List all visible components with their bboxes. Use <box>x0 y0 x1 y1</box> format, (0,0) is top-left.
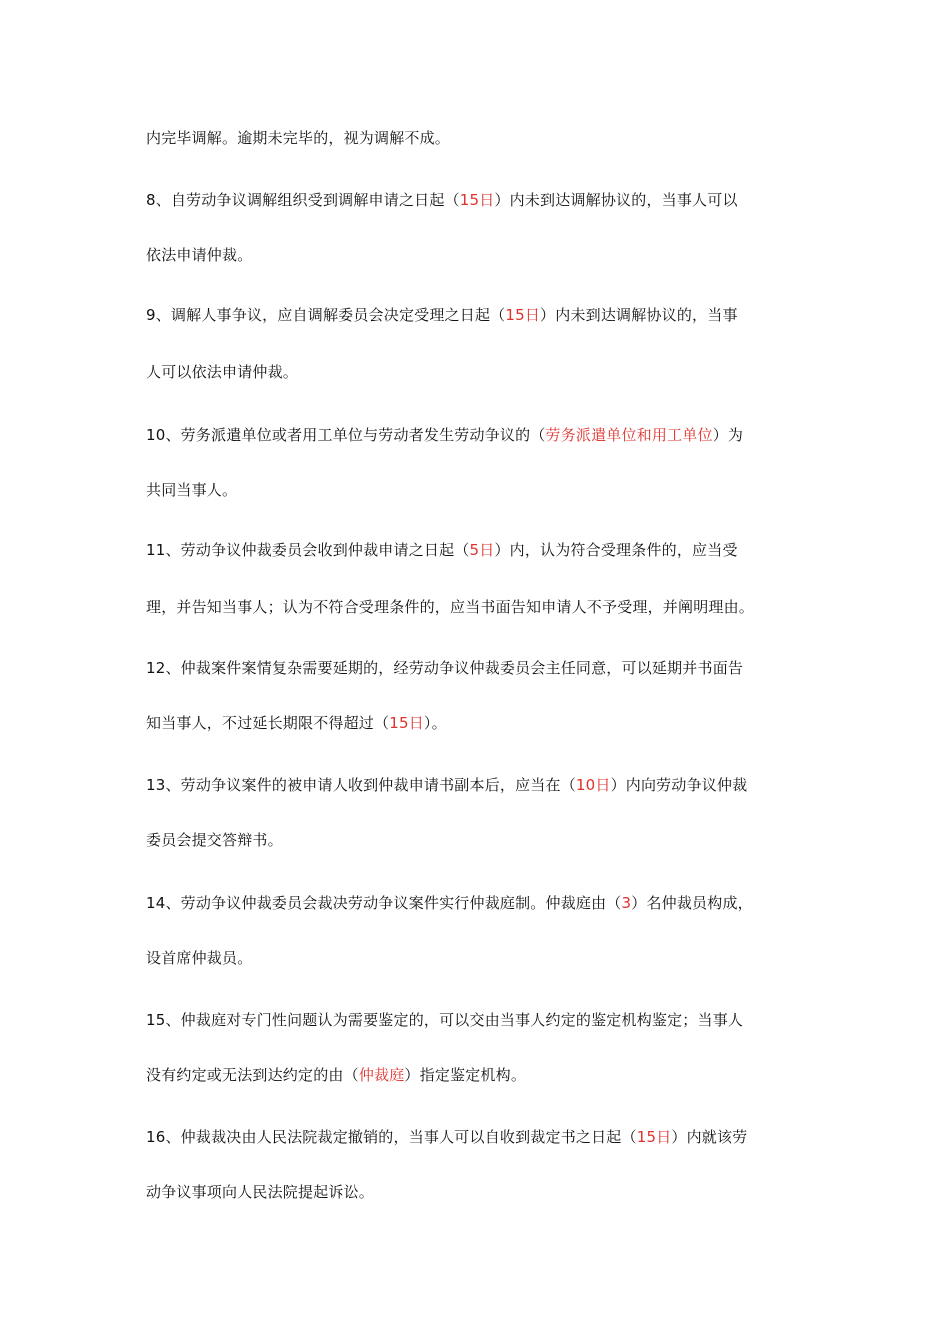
highlighted-answer: 15日 <box>389 714 424 732</box>
text-run: ）内未到达调解协议的，当事人可以 <box>494 191 738 209</box>
text-run: ）名仲裁员构成， <box>631 894 753 912</box>
highlighted-answer: 3 <box>621 894 632 912</box>
text-line <box>146 540 738 560</box>
highlighted-answer: 15日 <box>459 191 495 209</box>
text-run: 8、自劳动争议调解组织受到调解申请之日起（ <box>146 191 460 209</box>
text-run: 内完毕调解。逾期未完毕的，视为调解不成。 <box>146 129 451 147</box>
text-run: ）内就该劳 <box>671 1128 748 1146</box>
text-line <box>146 830 283 850</box>
text-run: 人可以依法申请仲裁。 <box>146 363 299 381</box>
highlighted-answer: 15日 <box>636 1128 672 1146</box>
text-line <box>146 245 252 265</box>
text-run: 知当事人，不过延长期限不得超过（ <box>146 714 390 732</box>
text-run: ）。 <box>423 714 447 732</box>
text-run: ）内向劳动争议仲裁 <box>610 776 748 794</box>
highlighted-answer: 15日 <box>505 306 541 324</box>
text-line <box>146 425 743 445</box>
text-run: 委员会提交答辩书。 <box>146 831 283 849</box>
text-run: 15、仲裁庭对专门性问题认为需要鉴定的，可以交由当事人约定的鉴定机构鉴定；当事人 <box>146 1011 744 1029</box>
highlighted-answer: 仲裁庭 <box>358 1066 405 1084</box>
text-line <box>146 713 447 733</box>
highlighted-answer: 劳务派遣单位和用工单位 <box>545 426 713 444</box>
text-run: ）内未到达调解协议的，当事 <box>540 306 738 324</box>
text-line <box>146 1065 526 1085</box>
text-run: 设首席仲裁员。 <box>146 949 253 967</box>
highlighted-answer: 10日 <box>575 776 611 794</box>
text-run: ）为 <box>712 426 744 444</box>
text-line <box>146 1010 743 1030</box>
text-line <box>146 190 738 210</box>
text-line <box>146 893 753 913</box>
text-run: 9、调解人事争议，应自调解委员会决定受理之日起（ <box>146 306 506 324</box>
text-run: 10、劳务派遣单位或者用工单位与劳动者发生劳动争议的（ <box>146 426 546 444</box>
text-line <box>146 597 754 617</box>
text-line <box>146 305 738 325</box>
text-run: 13、劳动争议案件的被申请人收到仲裁申请书副本后，应当在（ <box>146 776 576 794</box>
text-line <box>146 480 237 500</box>
text-run: 理，并告知当事人；认为不符合受理条件的，应当书面告知申请人不予受理，并阐明理由。 <box>146 598 755 616</box>
text-run: 12、仲裁案件案情复杂需要延期的，经劳动争议仲裁委员会主任同意，可以延期并书面告 <box>146 659 744 677</box>
text-line <box>146 1127 747 1147</box>
text-line <box>146 775 747 795</box>
text-line <box>146 128 450 148</box>
highlighted-answer: 5日 <box>469 541 495 559</box>
text-run: 11、劳动争议仲裁委员会收到仲裁申请之日起（ <box>146 541 470 559</box>
text-run: 没有约定或无法到达约定的由（ <box>146 1066 359 1084</box>
text-run: ）指定鉴定机构。 <box>404 1066 527 1084</box>
text-line <box>146 658 743 678</box>
text-line <box>146 1182 374 1202</box>
text-line <box>146 362 298 382</box>
text-line <box>146 948 252 968</box>
text-run: 依法申请仲裁。 <box>146 246 253 264</box>
text-run: ）内，认为符合受理条件的，应当受 <box>494 541 738 559</box>
text-run: 16、仲裁裁决由人民法院裁定撤销的，当事人可以自收到裁定书之日起（ <box>146 1128 637 1146</box>
text-run: 共同当事人。 <box>146 481 238 499</box>
text-run: 14、劳动争议仲裁委员会裁决劳动争议案件实行仲裁庭制。仲裁庭由（ <box>146 894 622 912</box>
text-run: 动争议事项向人民法院提起诉讼。 <box>146 1183 375 1201</box>
